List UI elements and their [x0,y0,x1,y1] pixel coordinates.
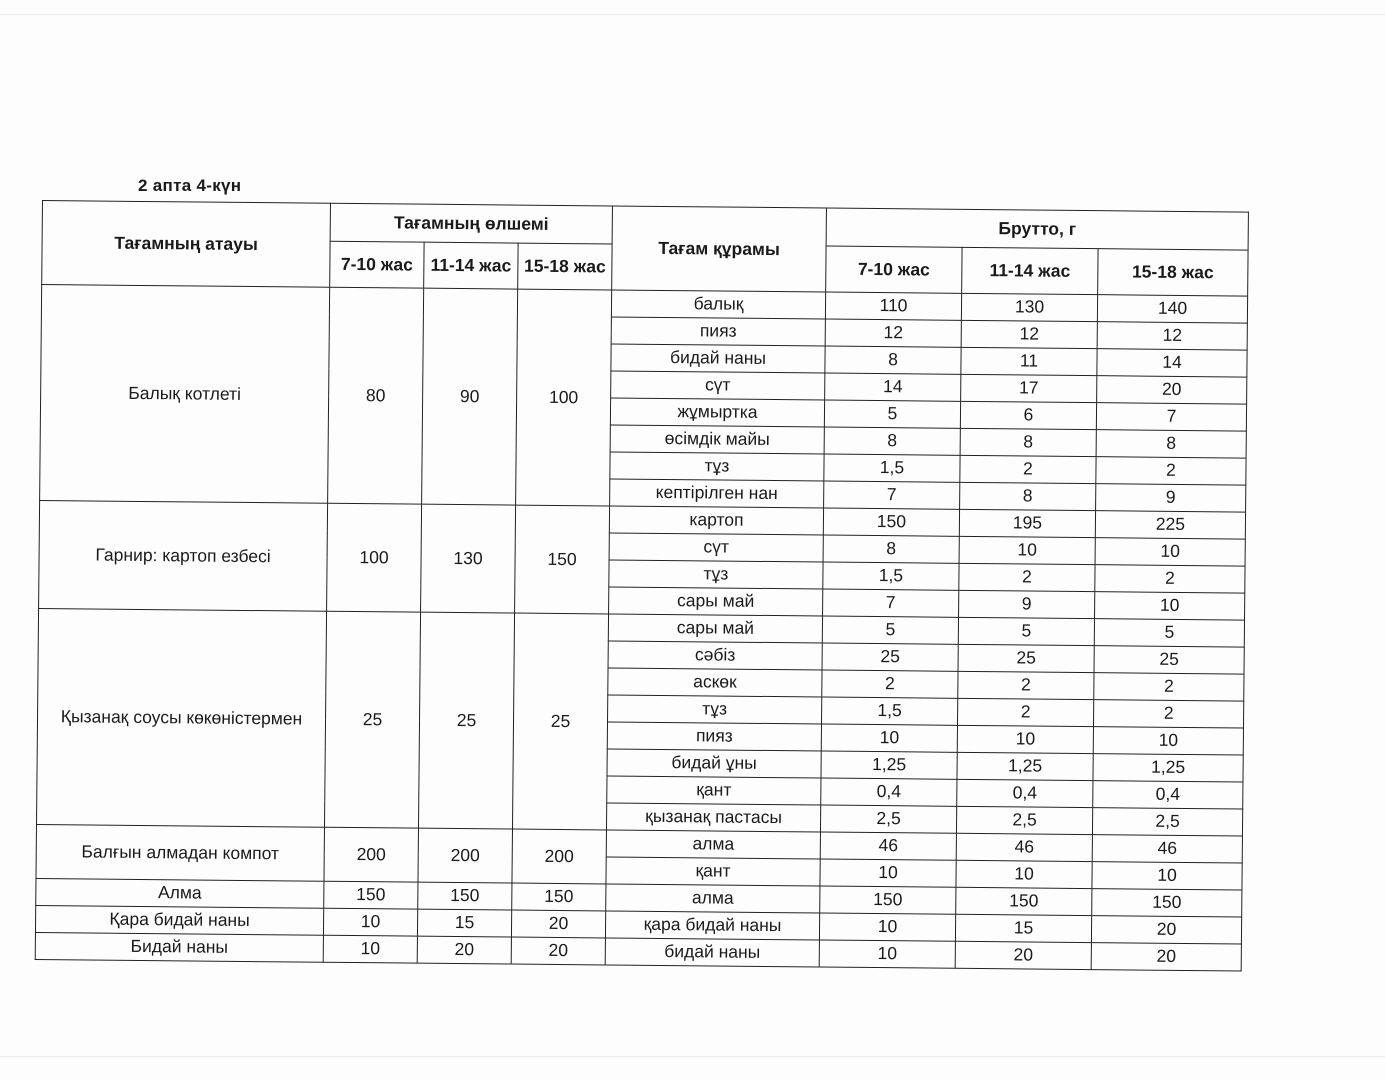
gross-value: 10 [957,725,1093,753]
ingredient-name: қант [607,776,821,805]
gross-value: 2 [1095,565,1245,593]
ingredient-name: қара бидай наны [605,911,819,940]
portion-value: 200 [324,827,419,882]
gross-value: 8 [824,427,960,455]
header-gross-age-15-18: 15-18 жас [1098,249,1248,296]
gross-value: 2 [959,563,1095,591]
gross-value: 0,4 [957,779,1093,807]
portion-value: 150 [324,881,418,909]
gross-value: 14 [825,373,961,401]
header-gross-age-7-10: 7-10 жас [826,246,962,293]
gross-value: 1,5 [823,562,959,590]
ingredient-name: қант [606,857,820,886]
portion-value: 200 [512,829,607,884]
gross-value: 150 [1092,889,1242,917]
gross-value: 7 [1096,403,1246,431]
gross-value: 150 [956,887,1092,915]
ingredient-name: бидай ұны [607,749,821,778]
gross-value: 20 [1097,376,1247,404]
gross-value: 5 [958,617,1094,645]
gross-value: 2 [1093,700,1243,728]
gross-value: 10 [1092,862,1242,890]
gross-value: 5 [822,616,958,644]
portion-value: 10 [323,935,417,963]
gross-value: 10 [1093,727,1243,755]
menu-table-body [35,285,1247,972]
ingredient-name: алма [606,830,820,859]
gross-value: 5 [824,400,960,428]
ingredient-name: пияз [611,317,825,346]
gross-value: 1,5 [824,454,960,482]
portion-value: 200 [418,828,513,883]
gross-value: 20 [1091,943,1241,971]
gross-value: 5 [1094,619,1244,647]
ingredient-name: алма [606,884,820,913]
ingredient-name: балық [611,290,825,319]
ingredient-name: сәбіз [608,641,822,670]
ingredient-name: өсімдік майы [610,425,824,454]
dish-name: Бидай наны [35,932,323,962]
scan-artifact-line [0,1056,1385,1057]
gross-value: 9 [959,590,1095,618]
day-title: 2 апта 4-күн [138,176,242,195]
gross-value: 10 [1095,538,1245,566]
ingredient-name: тұз [608,695,822,724]
portion-value: 80 [328,287,424,504]
gross-value: 0,4 [1093,781,1243,809]
ingredient-name: сары май [608,614,822,643]
gross-value: 2 [1094,673,1244,701]
gross-value: 1,5 [822,697,958,725]
ingredient-name: жұмыртка [610,398,824,427]
portion-value: 15 [417,909,511,937]
ingredient-name: тұз [609,560,823,589]
gross-value: 1,25 [1093,754,1243,782]
portion-value: 25 [324,611,420,828]
gross-value: 2 [957,698,1093,726]
gross-value: 20 [1091,916,1241,944]
gross-value: 1,25 [957,752,1093,780]
gross-value: 10 [819,940,955,968]
gross-value: 150 [820,886,956,914]
gross-value: 9 [1096,484,1246,512]
gross-value: 8 [1096,430,1246,458]
ingredient-name: картоп [609,506,823,535]
gross-value: 195 [959,509,1095,537]
gross-value: 10 [820,859,956,887]
ingredient-name: сүт [611,371,825,400]
portion-value: 25 [418,612,514,829]
portion-value: 90 [422,288,518,505]
dish-name: Балғын алмадан компот [36,824,325,881]
gross-value: 25 [1094,646,1244,674]
gross-value: 150 [823,508,959,536]
gross-value: 2 [958,671,1094,699]
gross-value: 46 [956,833,1092,861]
ingredient-name: бидай наны [605,938,819,967]
scan-artifact-line [0,14,1385,15]
ingredient-name: пияз [607,722,821,751]
ingredient-name: қызанақ пастасы [606,803,820,832]
header-portion-age-11-14: 11-14 жас [424,242,518,289]
portion-value: 20 [417,936,511,964]
header-portion-age-15-18: 15-18 жас [518,243,612,290]
menu-table [35,200,1249,972]
header-row-top [42,201,1248,251]
gross-value: 15 [955,914,1091,942]
gross-value: 10 [959,536,1095,564]
gross-value: 10 [821,724,957,752]
ingredient-name: сары май [609,587,823,616]
header-gross-age-11-14: 11-14 жас [962,247,1098,294]
gross-value: 225 [1095,511,1245,539]
ingredient-name: тұз [610,452,824,481]
gross-value: 25 [958,644,1094,672]
dish-name: Алма [36,878,324,908]
dish-name: Қара бидай наны [35,905,323,935]
gross-value: 25 [822,643,958,671]
header-portion-age-7-10: 7-10 жас [330,241,424,288]
header-portion-size: Тағамның өлшемі [330,203,612,244]
gross-value: 12 [825,319,961,347]
gross-value: 17 [961,374,1097,402]
portion-value: 150 [418,882,512,910]
gross-value: 14 [1097,349,1247,377]
gross-value: 2 [960,455,1096,483]
dish-name: Қызанақ соусы көкөністермен [37,608,327,827]
gross-value: 130 [961,293,1097,321]
gross-value: 10 [956,860,1092,888]
ingredient-name: аскөк [608,668,822,697]
portion-value: 25 [512,613,608,830]
gross-value: 140 [1097,295,1247,323]
gross-value: 7 [823,589,959,617]
gross-value: 8 [823,535,959,563]
portion-value: 150 [512,883,606,911]
gross-value: 2 [822,670,958,698]
gross-value: 46 [1092,835,1242,863]
gross-value: 12 [961,320,1097,348]
gross-value: 6 [960,401,1096,429]
gross-value: 2,5 [956,806,1092,834]
gross-value: 12 [1097,322,1247,350]
gross-value: 8 [825,346,961,374]
dish-name: Балық котлеті [40,285,330,504]
portion-value: 130 [421,504,516,613]
gross-value: 10 [819,913,955,941]
gross-value: 10 [1095,592,1245,620]
gross-value: 0,4 [821,778,957,806]
portion-value: 20 [511,937,605,965]
header-gross: Брутто, г [826,208,1248,250]
gross-value: 1,25 [821,751,957,779]
portion-value: 100 [516,289,612,506]
gross-value: 2,5 [1092,808,1242,836]
portion-value: 100 [327,503,422,612]
gross-value: 20 [955,941,1091,969]
gross-value: 7 [824,481,960,509]
gross-value: 8 [960,482,1096,510]
gross-value: 2,5 [820,805,956,833]
gross-value: 11 [961,347,1097,375]
header-dish-name: Тағамның атауы [42,201,331,288]
header-composition: Тағам құрамы [612,206,827,292]
dish-name: Гарнир: картоп езбесі [39,500,328,611]
ingredient-name: бидай наны [611,344,825,373]
gross-value: 8 [960,428,1096,456]
gross-value: 110 [825,292,961,320]
portion-value: 20 [511,910,605,938]
gross-value: 46 [820,832,956,860]
ingredient-name: сүт [609,533,823,562]
ingredient-name: кептірілген нан [610,479,824,508]
portion-value: 150 [515,505,610,614]
gross-value: 2 [1096,457,1246,485]
portion-value: 10 [323,908,417,936]
